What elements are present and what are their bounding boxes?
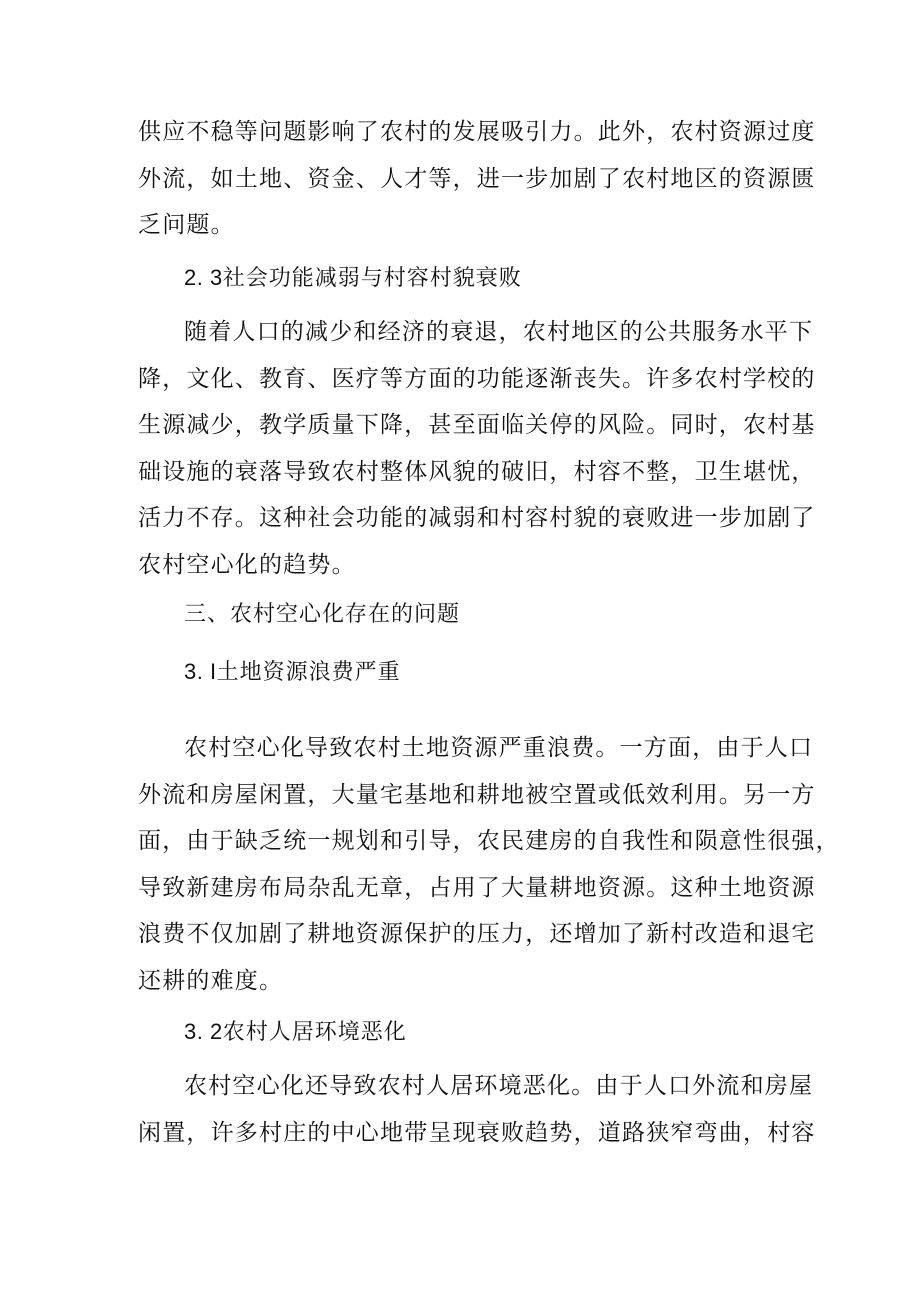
text-line: 外流，如土地、资金、人才等，进一步加剧了农村地区的资源匮 bbox=[138, 165, 816, 192]
section-title: 农村人居环境恶化 bbox=[222, 1020, 407, 1045]
text-line: 降，文化、教育、医疗等方面的功能逐渐丧失。许多农村学校的 bbox=[138, 365, 816, 392]
section-heading-3 bbox=[184, 600, 460, 630]
text-line: 农村空心化还导致农村人居环境恶化。由于人口外流和房屋 bbox=[184, 1073, 814, 1099]
section-title: 土地资源浪费严重 bbox=[216, 660, 401, 685]
paragraph-land-waste bbox=[138, 725, 840, 1004]
section-heading-3-1 bbox=[184, 657, 401, 688]
section-number: 2. 3 bbox=[184, 265, 223, 290]
text-line: 农村空心化的趋势。 bbox=[138, 551, 356, 578]
text-line: 活力不存。这种社会功能的减弱和村容村貌的衰败进一步加剧了 bbox=[138, 505, 816, 531]
text-line: 供应不稳等问题影响了农村的发展吸引力。此外，农村资源过度 bbox=[138, 119, 816, 145]
section-number: 3. I bbox=[184, 659, 217, 684]
text-line: 生源减少，教学质量下降，甚至面临关停的风险。同时，农村基 bbox=[138, 412, 816, 438]
text-line: 导致新建房布局杂乱无章，占用了大量耕地资源。这种土地资源 bbox=[138, 874, 816, 901]
section-heading-3-2 bbox=[184, 1017, 407, 1048]
text-line: 础设施的衰落导致农村整体风貌的破旧，村容不整，卫生堪忧， bbox=[138, 458, 816, 485]
text-line: 闲置，许多村庄的中心地带呈现衰败趋势，道路狭窄弯曲，村容 bbox=[138, 1119, 816, 1146]
section-heading-2-3 bbox=[184, 263, 522, 294]
text-line: 浪费不仅加剧了耕地资源保护的压力，还增加了新村改造和退宅 bbox=[138, 921, 816, 947]
section-number: 3. 2 bbox=[184, 1019, 223, 1044]
text-line: 农村空心化导致农村土地资源严重浪费。一方面，由于人口 bbox=[184, 735, 814, 761]
text-line: 乏问题。 bbox=[138, 212, 235, 238]
text-line: 外流和房屋闲置，大量宅基地和耕地被空置或低效利用。另一方 bbox=[138, 781, 816, 808]
paragraph-social-function bbox=[138, 309, 816, 588]
paragraph-living-environment bbox=[138, 1063, 816, 1156]
paragraph-resource-outflow bbox=[138, 109, 816, 249]
section-title: 三、农村空心化存在的问题 bbox=[184, 602, 461, 627]
section-title: 社会功能减弱与村容村貌衰败 bbox=[222, 266, 522, 291]
text-line: 面，由于缺乏统一规划和引导，农民建房的自我性和陨意性很强， bbox=[138, 828, 840, 854]
text-line: 还耕的难度。 bbox=[138, 967, 284, 994]
text-line: 随着人口的减少和经济的衰退，农村地区的公共服务水平下 bbox=[184, 319, 814, 345]
